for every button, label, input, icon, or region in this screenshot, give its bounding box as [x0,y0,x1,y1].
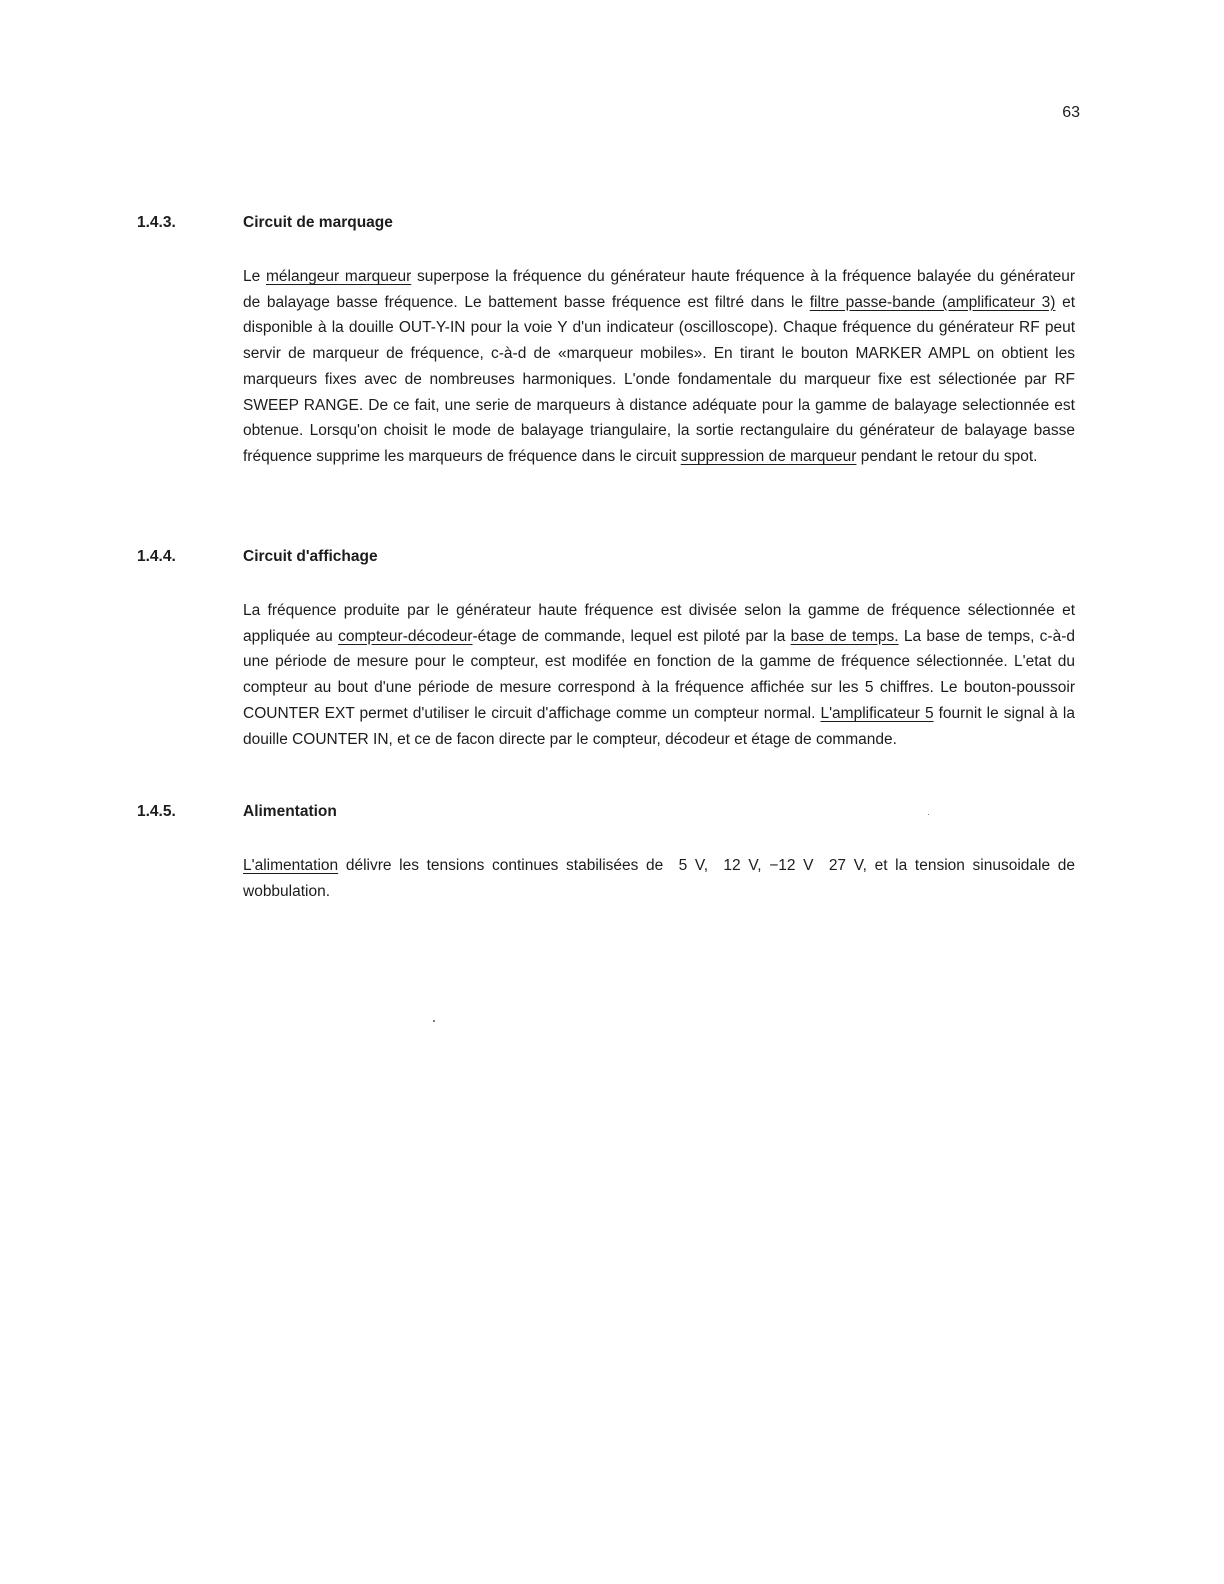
section-paragraph [243,598,1075,752]
text-run: La base de temps, c-à-d une période de mesure pour le compteur, est modifée en fonction de la gamme de fréquence sélectionnée. L'etat du compteur au bout d'une période de mesure correspond à la fréquence affichée sur les 5 chiffres. Le bouton-poussoir COUNTER EXT permet d'utiliser le circuit d'affichage comme un compteur normal. [243,627,1075,722]
scan-speck [433,1020,435,1022]
underlined-term: mélangeur marqueur [265,268,412,285]
page-number: 63 [1062,104,1080,121]
section-number: 1.4.5. [137,803,176,820]
text-run: superpose la fréquence du générateur haute fréquence à la fréquence balayée du générateur de balayage basse fréquence. Le battement basse fréquence est filtré dans le [243,268,1075,311]
section-title: Alimentation [243,803,337,820]
text-run: délivre les tensions continues stabilisées de 5 V, 12 V, −12 V 27 V, et la tension sinusoidale de wobbulation. [243,857,1080,900]
section-circuit-de-marquage [137,214,1077,470]
underlined-term: L'amplificateur 5 [820,704,934,722]
section-number: 1.4.4. [137,548,176,565]
text-run: -étage de commande, lequel est piloté par la [472,627,791,645]
underlined-term: compteur-décodeur [338,627,473,645]
text-run: La fréquence produite par le générateur haute fréquence est divisée selon la gamme de fréquence sélectionnée et appliquée au [243,602,1075,645]
section-alimentation [137,803,1080,904]
section-title: Circuit d'affichage [243,548,378,565]
underlined-term: filtre passe-bande (amplificateur 3) [809,293,1056,311]
section-header [137,214,1077,240]
scan-speck [928,814,929,815]
underlined-term: suppression de marqueur [680,447,857,465]
underlined-term: base de temps. [790,627,899,645]
section-header [137,803,1077,829]
section-circuit-d-affichage [137,548,1077,752]
text-run: fournit le signal à la douille COUNTER IN, et ce de facon directe par le compteur, décodeur et étage de commande. [243,704,1076,748]
section-number: 1.4.3. [137,214,176,231]
section-paragraph [243,264,1075,470]
section-paragraph [243,853,1080,904]
section-header [137,548,1077,574]
text-run: pendant le retour du spot. [856,447,1038,465]
underlined-term: L'alimentation [243,857,339,874]
section-title: Circuit de marquage [243,214,393,231]
text-run: et disponible à la douille OUT-Y-IN pour la voie Y d'un indicateur (oscilloscope). Chaque fréquence du générateur RF peut servir de marqueur de fréquence, c-à-d de «marqueur mobiles». En tirant le bouton MARKER AMPL on obtient les marqueurs fixes avec de nombreuses harmoniques. L'onde fondamentale du marqueur fixe est sélectionée par RF SWEEP RANGE. De ce fait, une serie de marqueurs à distance adéquate pour la gamme de balayage selectionnée est obtenue. Lorsqu'on choisit le mode de balayage triangulaire, la sortie rectangulaire du générateur de balayage basse fréquence supprime les marqueurs de fréquence dans le circuit [243,293,1076,465]
text-run: Le [243,268,266,285]
